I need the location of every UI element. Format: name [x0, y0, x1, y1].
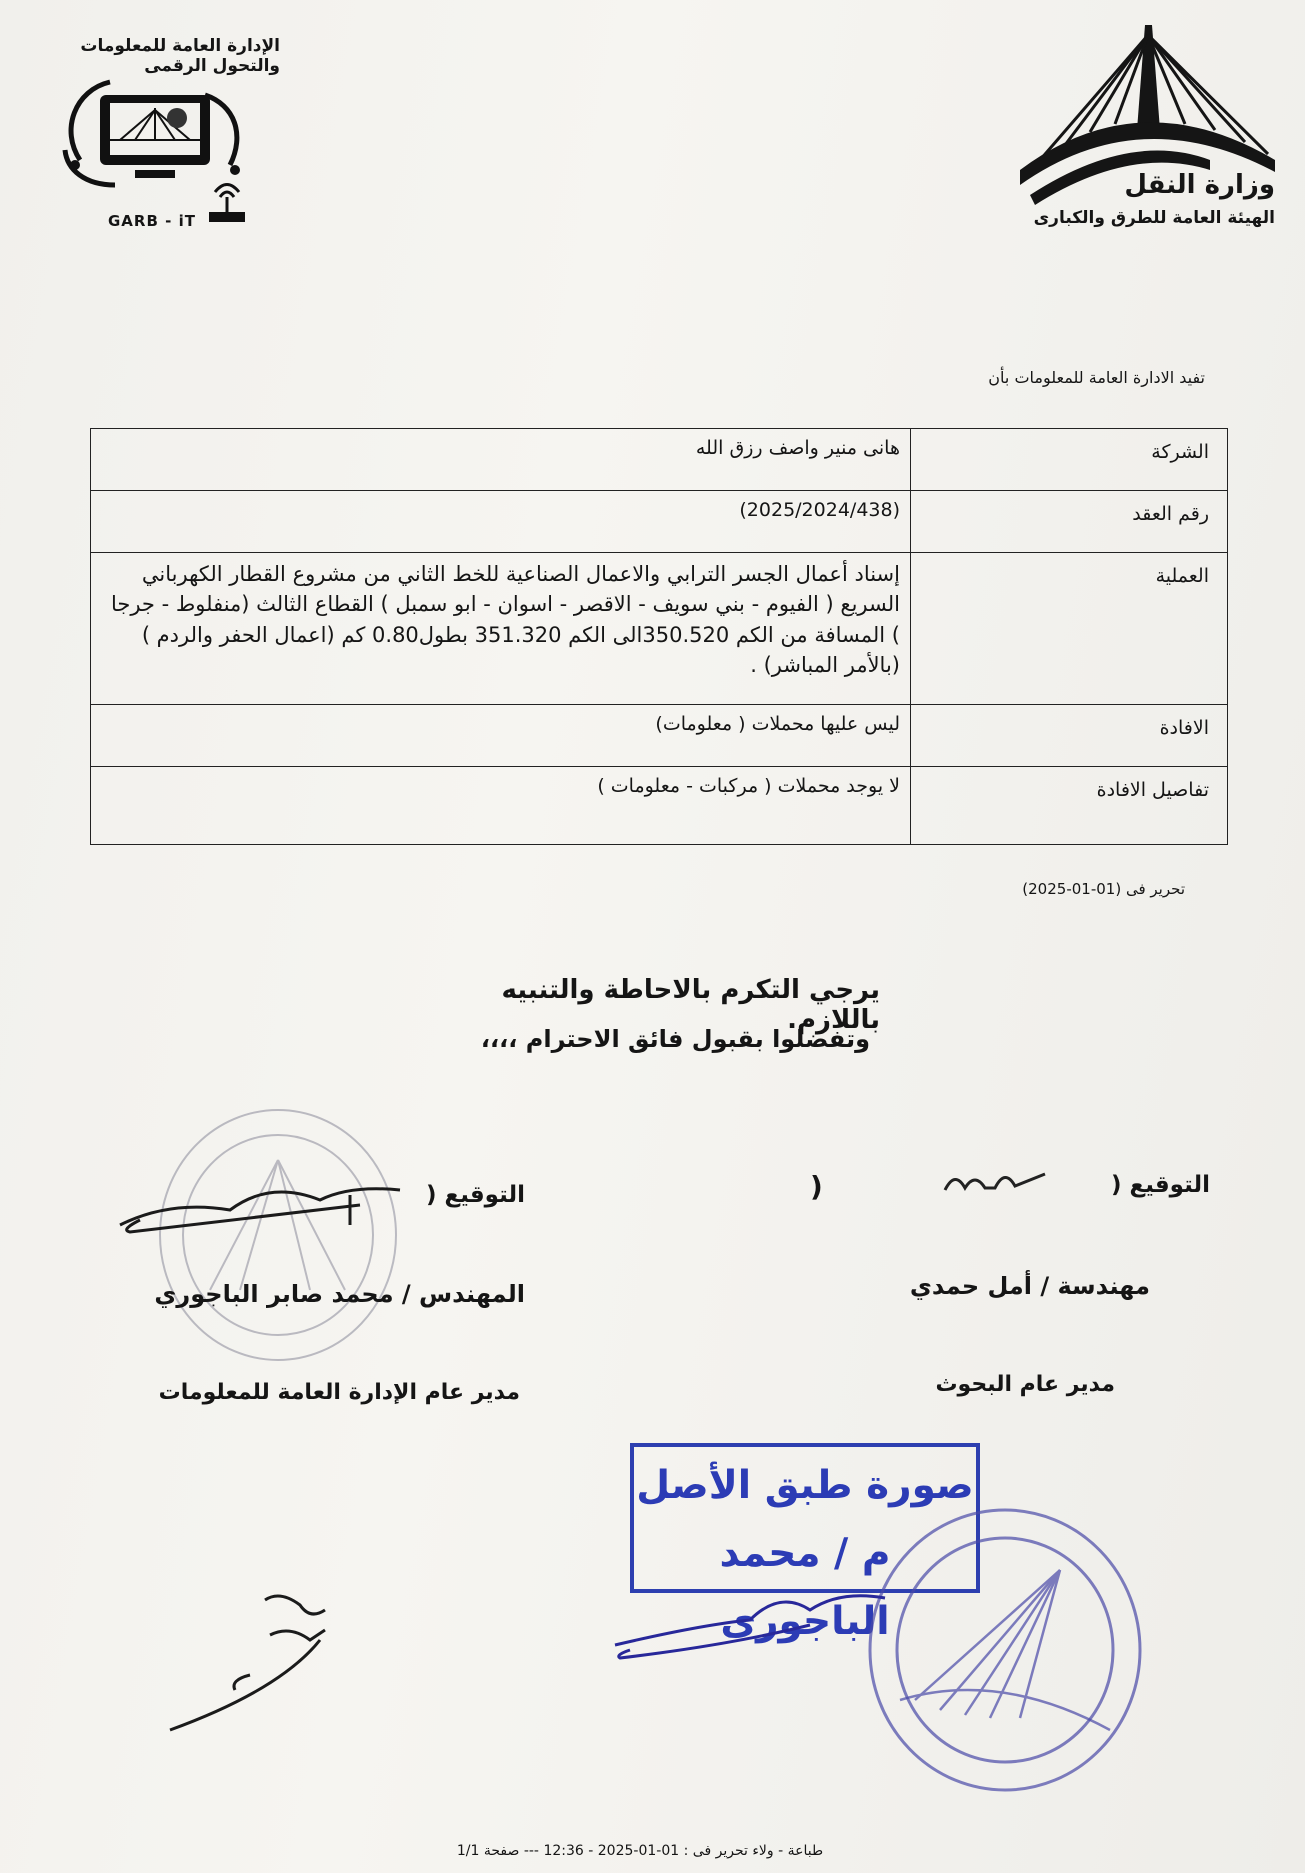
title-right: مدير عام البحوث [935, 1372, 1115, 1397]
row-label-contract: رقم العقد [911, 491, 1228, 553]
stamp-line-2: م / محمد الباجورى [719, 1531, 891, 1644]
row-value-statement: ليس عليها محملات ( معلومات) [91, 705, 911, 767]
table-row [91, 767, 1228, 845]
table-row [91, 429, 1228, 491]
closing-line-1: يرجي التكرم بالاحاطة والتنبيه باللازم. [501, 975, 880, 1035]
it-logo-text: GARB - iT [108, 212, 196, 230]
row-label-operation: العملية [911, 553, 1228, 705]
row-value-operation: إسناد أعمال الجسر الترابي والاعمال الصناعية للخط الثاني من مشروع القطار الكهرباني السريع ( الفيوم - بني سويف - الاقصر - اسوان - ابو سمبل ) القطاع الثالث (منفلوط - جرجا ) المسافة من الكم 350.520الى الكم 351.320 بطول0.80 كم (اعمال الحفر والردم ) (بالأمر المباشر) . [91, 553, 911, 705]
row-label-company: الشركة [911, 429, 1228, 491]
table-row [91, 705, 1228, 767]
print-footer: طباعة - ولاء تحرير فى : 01-01-2025 - 12:36 --- صفحة 1/1 [456, 1843, 824, 1859]
row-value-contract [91, 491, 911, 553]
stamp-line-1: صورة طبق الأصل [636, 1463, 974, 1508]
signature-label-right: التوقيع ( [1110, 1172, 1210, 1198]
row-value-statement-details: لا يوجد محملات ( مركبات - معلومات ) [91, 767, 911, 845]
signature-label-left: التوقيع ( [425, 1182, 525, 1208]
title-left: مدير عام الإدارة العامة للمعلومات [158, 1380, 520, 1405]
name-right: مهندسة / أمل حمدي [909, 1272, 1150, 1300]
handwritten-signature-left-icon [110, 1170, 410, 1240]
issue-date: تحرير فى (01-01-2025) [1022, 880, 1185, 898]
signature-close-paren-right: ) [810, 1170, 823, 1203]
handwritten-signature-stamp-icon [610, 1580, 890, 1660]
row-label-statement-details: تفاصيل الافادة [911, 767, 1228, 845]
ministry-name: وزارة النقل [1124, 170, 1275, 200]
table-row [91, 491, 1228, 553]
wifi-router-icon [205, 172, 250, 227]
contract-number: (2025/2024/438) [739, 499, 900, 521]
handwritten-review-note-icon [160, 1580, 340, 1740]
table-row [91, 553, 1228, 705]
authority-name: الهيئة العامة للطرق والكبارى [1033, 208, 1275, 228]
handwritten-signature-right-icon [940, 1160, 1050, 1200]
info-table [90, 428, 1228, 845]
row-label-statement: الافادة [911, 705, 1228, 767]
name-left: المهندس / محمد صابر الباجوري [154, 1280, 525, 1308]
seal-right-icon [860, 1500, 1150, 1800]
it-department-title: الإدارة العامة للمعلومات والتحول الرقمى [80, 36, 280, 76]
row-value-company: هانى منير واصف رزق الله [91, 429, 911, 491]
intro-text: تفيد الادارة العامة للمعلومات بأن [988, 368, 1205, 387]
closing-line-2: وتفضلوا بقبول فائق الاحترام ،،،، [480, 1025, 870, 1053]
